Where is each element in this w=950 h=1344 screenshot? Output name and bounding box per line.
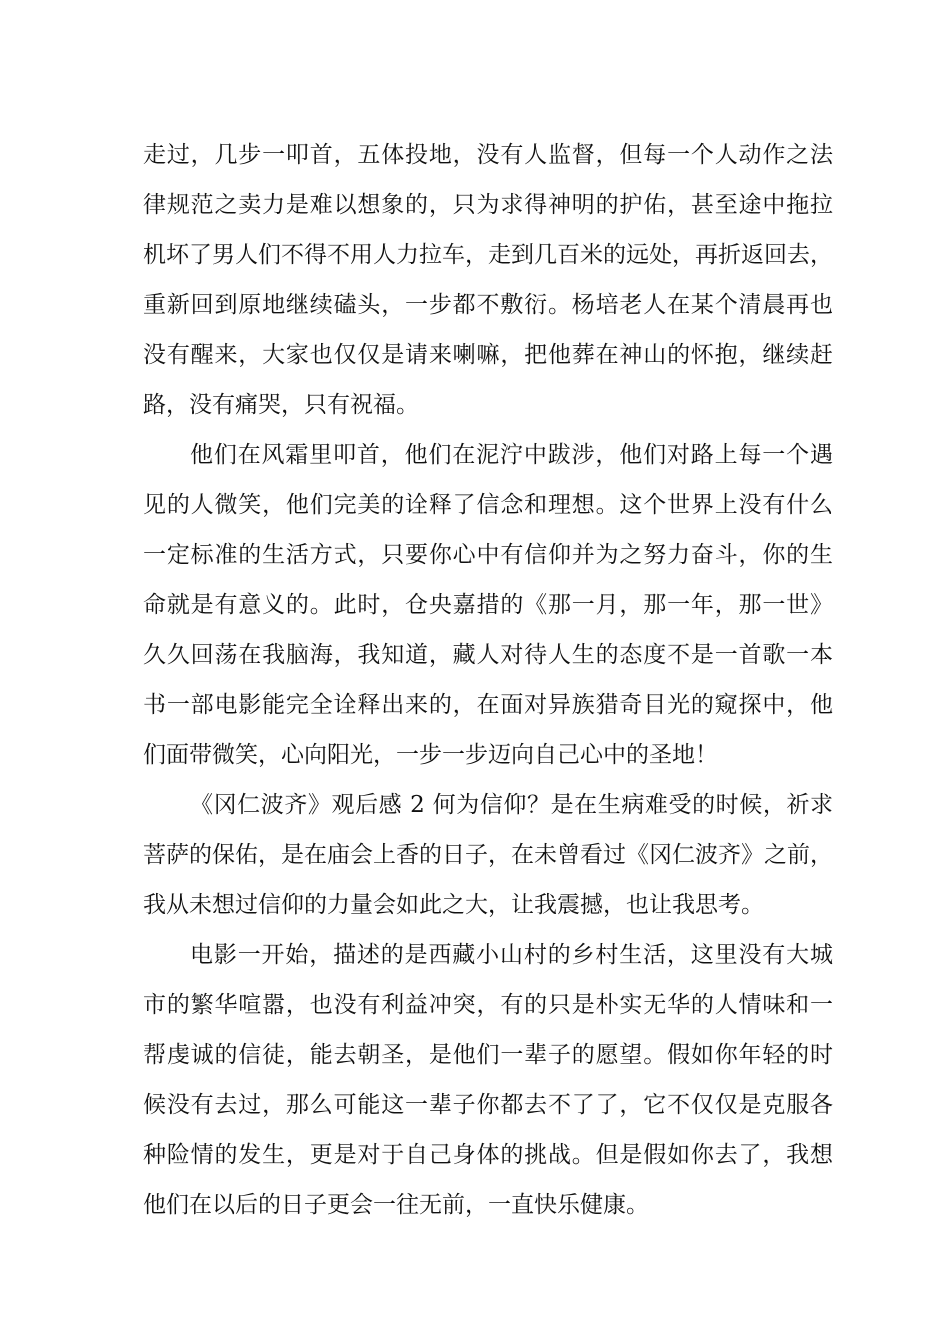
text-line: 市的繁华喧嚣，也没有利益冲突，有的只是朴实无华的人情味和一 — [143, 992, 833, 1018]
text-line: 候没有去过，那么可能这一辈子你都去不了了，它不仅仅是克服各 — [143, 1092, 833, 1118]
paragraph-first-line: 他们在风霜里叩首，他们在泥泞中跋涉，他们对路上每一个遇 — [190, 442, 833, 468]
paragraph-first-line: 电影一开始，描述的是西藏小山村的乡村生活，这里没有大城 — [190, 942, 833, 968]
text-line: 我从未想过信仰的力量会如此之大，让我震撼，也让我思考。 — [143, 892, 764, 918]
text-line: 菩萨的保佑，是在庙会上香的日子，在未曾看过《冈仁波齐》之前， — [143, 842, 833, 868]
document-page — [143, 130, 833, 1230]
text-line: 一定标准的生活方式，只要你心中有信仰并为之努力奋斗，你的生 — [143, 542, 833, 568]
text-line: 没有醒来，大家也仅仅是请来喇嘛，把他葬在神山的怀抱，继续赶 — [143, 342, 833, 368]
text-line: 重新回到原地继续磕头，一步都不敷衍。杨培老人在某个清晨再也 — [143, 292, 833, 318]
text-line: 他们在以后的日子更会一往无前，一直快乐健康。 — [143, 1192, 649, 1218]
text-line: 书一部电影能完全诠释出来的，在面对异族猎奇目光的窥探中，他 — [143, 692, 833, 718]
text-line: 久久回荡在我脑海，我知道，藏人对待人生的态度不是一首歌一本 — [143, 642, 833, 668]
text-line: 律规范之卖力是难以想象的，只为求得神明的护佑，甚至途中拖拉 — [143, 192, 833, 218]
text-line: 走过，几步一叩首，五体投地，没有人监督，但每一个人动作之法 — [143, 142, 833, 168]
text-line: 路，没有痛哭，只有祝福。 — [143, 392, 419, 418]
paragraph-first-line: 《冈仁波齐》观后感 2 何为信仰？是在生病难受的时候，祈求 — [190, 792, 833, 818]
text-line: 们面带微笑，心向阳光，一步一步迈向自己心中的圣地！ — [143, 742, 718, 768]
text-line: 见的人微笑，他们完美的诠释了信念和理想。这个世界上没有什么 — [143, 492, 833, 518]
text-line: 机坏了男人们不得不用人力拉车，走到几百米的远处，再折返回去， — [143, 242, 833, 268]
text-line: 帮虔诚的信徒，能去朝圣，是他们一辈子的愿望。假如你年轻的时 — [143, 1042, 833, 1068]
text-line: 种险情的发生，更是对于自己身体的挑战。但是假如你去了，我想 — [143, 1142, 833, 1168]
text-line: 命就是有意义的。此时，仓央嘉措的《那一月，那一年，那一世》 — [143, 592, 833, 618]
